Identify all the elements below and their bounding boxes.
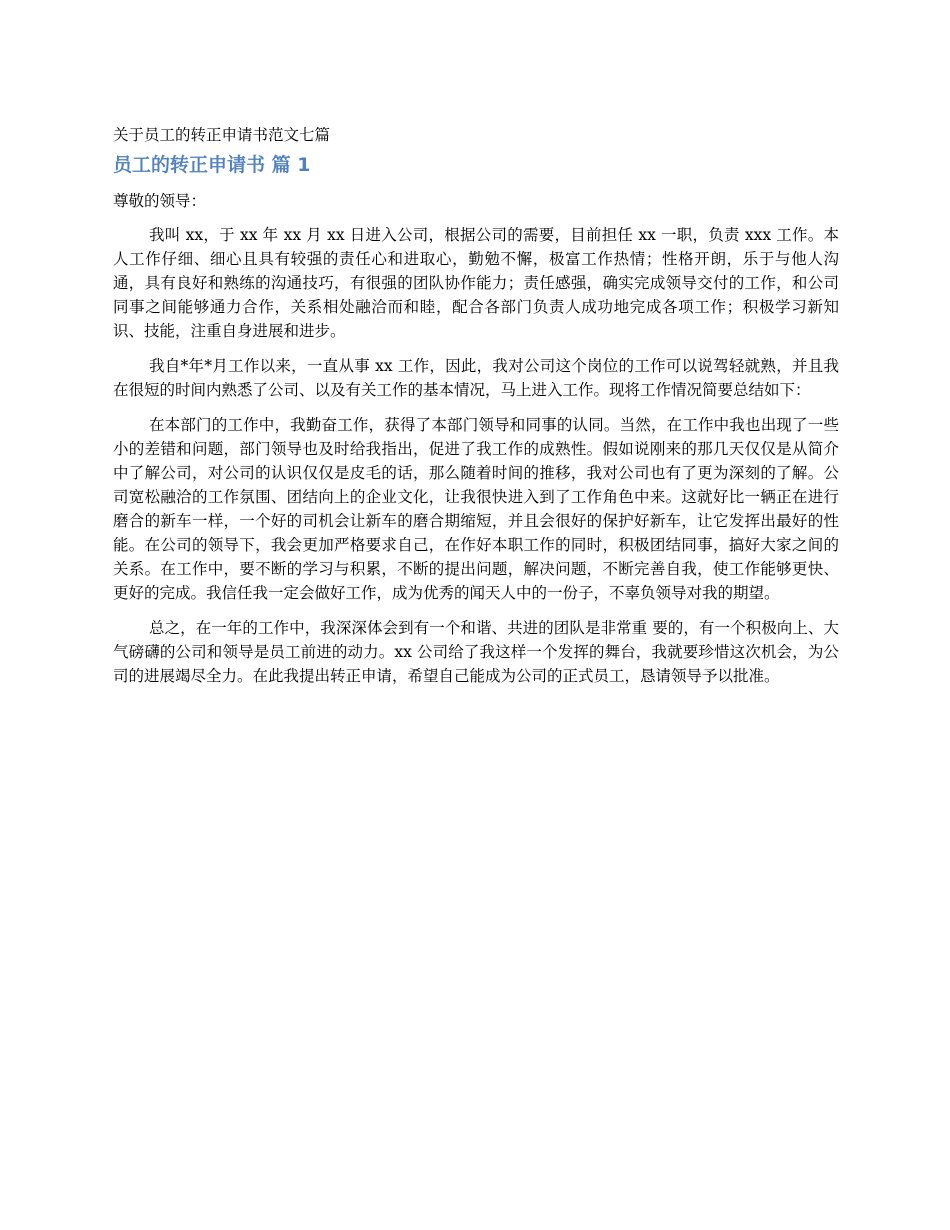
body-paragraph-1: 我叫 xx，于 xx 年 xx 月 xx 日进入公司，根据公司的需要，目前担任 xx 一职，负责 xxx 工作。本人工作仔细、细心且具有较强的责任心和进取心，勤勉不懈，极富工作热情；性格开朗，乐于与他人沟通，具有良好和熟练的沟通技巧，有很强的团队协作能力；责任感强，确实完成领导交付的工作，和公司同事之间能够通力合作，关系相处融洽而和睦，配合各部门负责人成功地完成各项工作；积极学习新知识、技能，注重自身进展和进步。 xyxy=(113,226,839,340)
body-paragraph-4: 总之，在一年的工作中，我深深体会到有一个和谐、共进的团队是非常重 要的，有一个积极向上、大气磅礴的公司和领导是员工前进的动力。xx 公司给了我这样一个发挥的舞台，我就要珍惜这次机会，为公司的进展竭尽全力。在此我提出转正申请，希望自己能成为公司的正式员工，恳请领导予以批准。 xyxy=(113,619,839,685)
body-paragraph-2: 我自*年*月工作以来，一直从事 xx 工作，因此，我对公司这个岗位的工作可以说驾轻就熟，并且我在很短的时间内熟悉了公司、以及有关工作的基本情况，马上进入工作。现将工作情况简要总结如下： xyxy=(113,357,839,399)
document-page xyxy=(113,123,839,699)
body-paragraph-3: 在本部门的工作中，我勤奋工作，获得了本部门领导和同事的认同。当然，在工作中我也出现了一些小的差错和问题，部门领导也及时给我指出，促进了我工作的成熟性。假如说刚来的那几天仅仅是从简介中了解公司，对公司的认识仅仅是皮毛的话，那么随着时间的推移，我对公司也有了更为深刻的了解。公司宽松融洽的工作氛围、团结向上的企业文化，让我很快进入到了工作角色中来。这就好比一辆正在进行磨合的新车一样，一个好的司机会让新车的磨合期缩短，并且会很好的保护好新车，让它发挥出最好的性能。在公司的领导下，我会更加严格要求自己，在作好本职工作的同时，积极团结同事，搞好大家之间的关系。在工作中，要不断的学习与积累，不断的提出问题，解决问题，不断完善自我，使工作能够更快、更好的完成。我信任我一定会做好工作，成为优秀的闻天人中的一份子，不辜负领导对我的期望。 xyxy=(113,416,839,602)
document-title: 关于员工的转正申请书范文七篇 xyxy=(113,126,331,144)
section-heading: 员工的转正申请书 篇 1 xyxy=(113,154,311,176)
salutation: 尊敬的领导： xyxy=(113,192,207,210)
